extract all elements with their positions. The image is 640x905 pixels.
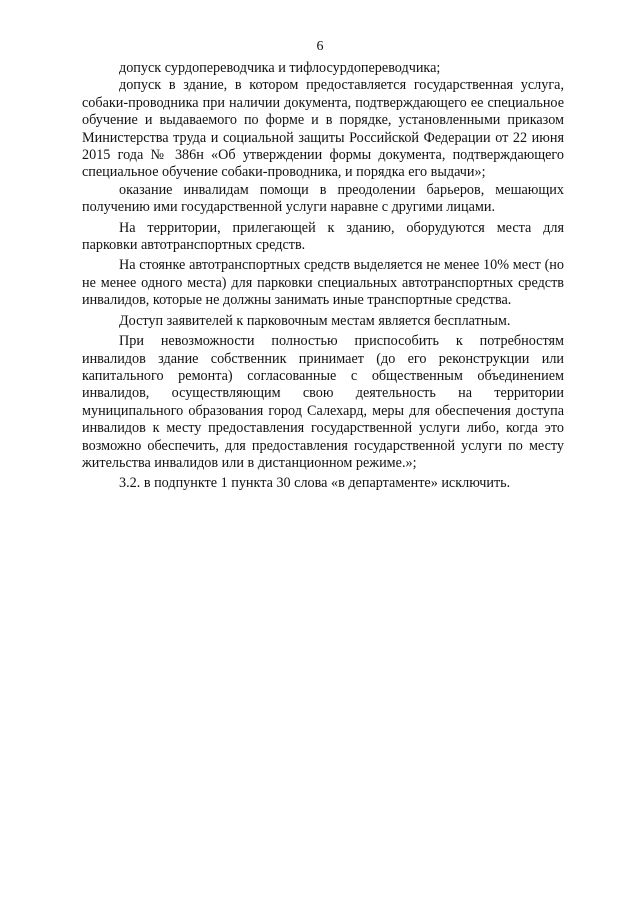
page-number: 6: [316, 39, 324, 54]
paragraph-guide-dog: допуск в здание, в котором предоставляется государственная услуга, собаки-проводника при наличии документа, подтверждающего ее специальное обучение и выдаваемого по форме и в порядке, установленными приказом Министерства труда и социальной защиты Российской Федерации от 22 июня 2015 года № 386н «Об утверждении формы документа, подтверждающего специальное обучение собаки-проводника, и порядка его выдачи»;: [82, 77, 564, 181]
paragraph-building-adaptation: При невозможности полностью приспособить к потребностям инвалидов здание собственник принимает (до его реконструкции или капитального ремонта) согласованные с общественным объединением инвалидов, осуществляющим свою деятельность на территории муниципального образования город Салехард, меры для обеспечения доступа инвалидов к месту предоставления государственной услуги либо, когда это возможно обеспечить, для предоставления государственной услуги по месту жительства инвалидов или в дистанционном режиме.»;: [82, 333, 564, 471]
document-body: [82, 60, 564, 493]
paragraph-sign-interpreter: допуск сурдопереводчика и тифлосурдопереводчика;: [119, 60, 441, 76]
paragraph-amendment: 3.2. в подпункте 1 пункта 30 слова «в департаменте» исключить.: [119, 475, 511, 492]
paragraph-parking-quota: На стоянке автотранспортных средств выделяется не менее 10% мест (но не менее одного места) для парковки специальных автотранспортных средств инвалидов, которые не должны занимать иные транспортные средства.: [82, 257, 564, 309]
paragraph-assistance: оказание инвалидам помощи в преодолении барьеров, мешающих получению ими государственной услуги наравне с другими лицами.: [82, 181, 564, 216]
paragraph-parking-free: Доступ заявителей к парковочным местам является бесплатным.: [119, 312, 511, 329]
paragraph-parking-territory: На территории, прилегающей к зданию, оборудуются места для парковки автотранспортных средств.: [82, 219, 564, 254]
